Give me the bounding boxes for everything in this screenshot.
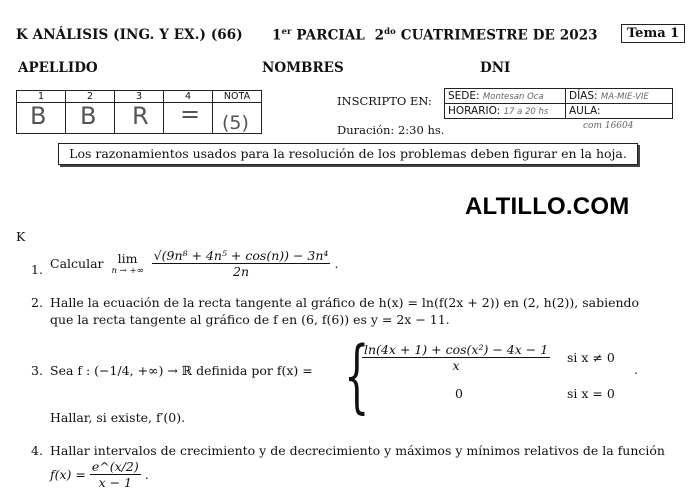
parcial-num: 1	[272, 27, 282, 44]
sede-table	[444, 88, 673, 119]
handwritten-grade-1: B	[30, 102, 47, 130]
cuat-sup: do	[384, 27, 396, 37]
q4-end: .	[144, 467, 149, 482]
sede-cell	[445, 89, 566, 104]
grade-header-2: 2	[66, 91, 115, 103]
dias-cell	[566, 89, 673, 104]
q3-case2-value: 0	[455, 386, 463, 401]
horario-value: 17 a 20 hs	[503, 107, 549, 117]
handwritten-grade-4: =	[180, 100, 201, 128]
q3-intro: Sea f : (−1/4, +∞) → ℝ definida por f(x) =	[50, 363, 313, 378]
aula-cell	[566, 104, 673, 119]
q3-case1-denominator: x	[452, 358, 460, 373]
cuat-word: CUATRIMESTRE DE 2023	[400, 27, 598, 44]
handwritten-nota: (5)	[222, 112, 249, 134]
q3-case1-fraction	[362, 342, 550, 373]
q4-function	[50, 459, 149, 490]
notice-box: Los razonamientos usados para la resolución de los problemas deben figurar en la hoja.	[58, 143, 638, 165]
grade-header-3: 3	[115, 91, 164, 103]
brand-watermark: ALTILLO.COM	[465, 193, 630, 220]
q4-fx: f(x) =	[50, 467, 86, 482]
horario-cell	[445, 104, 566, 119]
inscripto-label: INSCRIPTO EN:	[337, 94, 432, 108]
grade-header-1: 1	[17, 91, 66, 103]
q4-numerator: e^(x/2)	[91, 459, 139, 474]
q4-denominator: x − 1	[98, 475, 133, 490]
q3-number: 3.	[31, 363, 43, 378]
q3-case1	[362, 342, 550, 373]
sede-value: Montesan Oca	[482, 92, 544, 102]
exam-title	[272, 27, 598, 44]
q3-case1-numerator: ln(4x + 1) + cos(x²) − 4x − 1	[364, 342, 549, 357]
handwritten-grade-3: R	[132, 102, 149, 130]
grade-header-4: 4	[164, 91, 213, 103]
horario-label: HORARIO:	[448, 105, 501, 117]
q4-line1: Hallar intervalos de crecimiento y de decrecimiento y máximos y mínimos relativos de la función	[50, 443, 665, 458]
q1-denominator: 2n	[233, 264, 250, 279]
q3-case2-condition: si x = 0	[567, 386, 615, 401]
sede-label: SEDE:	[448, 90, 480, 102]
q1-text: Calcular	[50, 256, 104, 271]
parcial-word: PARCIAL	[296, 27, 365, 44]
q3-case1-condition: si x ≠ 0	[567, 350, 615, 365]
q1-limit: lim n → +∞	[111, 251, 144, 276]
dni-label: DNI	[480, 60, 511, 76]
parcial-sup: er	[281, 27, 292, 37]
aula-label: AULA:	[569, 105, 601, 117]
tema-badge: Tema 1	[621, 24, 685, 43]
q4-fraction	[90, 459, 141, 490]
q3-brace: {	[344, 329, 370, 422]
dias-value: MA-MIE-VIE	[600, 92, 649, 102]
q1-number: 1.	[31, 262, 43, 277]
grade-header-nota: NOTA	[213, 91, 262, 103]
duracion-label: Duración: 2:30 hs.	[337, 123, 445, 137]
handwritten-grade-2: B	[80, 102, 97, 130]
q2-line2: que la recta tangente al gráfico de f en (6, f(6)) es y = 2x − 11.	[50, 312, 450, 327]
q1-fraction	[152, 248, 331, 279]
q1-statement	[50, 248, 338, 279]
dias-label: DÍAS:	[569, 90, 598, 102]
course-title: K ANÁLISIS (ING. Y EX.) (66)	[16, 27, 243, 43]
q3-ask: Hallar, si existe, f′(0).	[50, 410, 186, 425]
apellido-label: APELLIDO	[18, 60, 98, 76]
cuat-num: 2	[374, 27, 385, 44]
q3-end: .	[634, 362, 638, 377]
q2-number: 2.	[31, 295, 43, 310]
q1-end: .	[334, 256, 339, 271]
section-letter: K	[16, 229, 26, 244]
q2-line1: Halle la ecuación de la recta tangente al gráfico de h(x) = ln(f(2x + 2)) en (2, h(2)), sabiendo	[50, 295, 640, 310]
q1-numerator: √(9n⁸ + 4n⁵ + cos(n)) − 3n⁴	[153, 248, 329, 263]
com-value: com 16604	[583, 121, 634, 131]
nombres-label: NOMBRES	[262, 60, 344, 76]
q1-lim-sub: n → +∞	[111, 266, 144, 276]
q4-number: 4.	[31, 443, 43, 458]
